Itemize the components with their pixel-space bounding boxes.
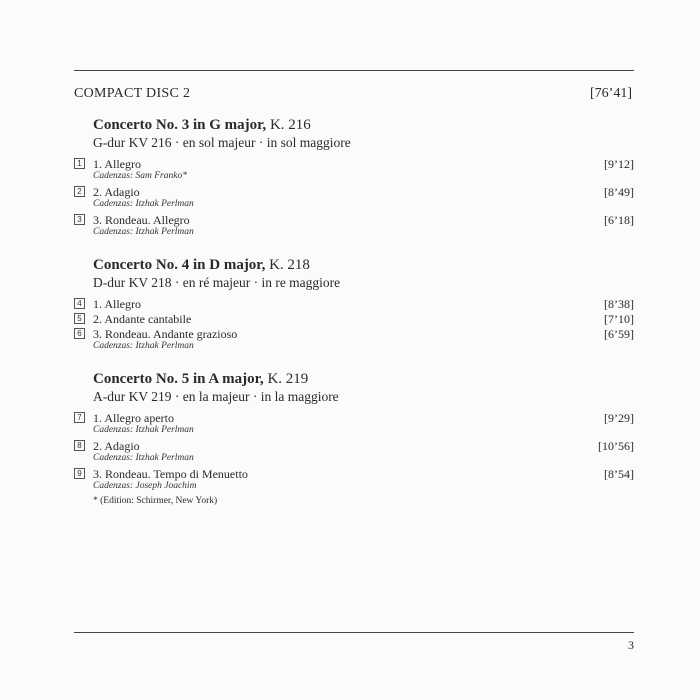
track-name: 1. Allegro xyxy=(93,297,141,311)
concerto-3 xyxy=(74,116,634,241)
bottom-divider xyxy=(74,632,634,633)
concerto-subtitle: A-dur KV 219 · en la majeur · in la maggiore xyxy=(93,389,339,404)
track-name: 1. Allegro xyxy=(93,157,141,171)
track-cadenza: Cadenzas: Itzhak Perlman xyxy=(93,227,194,237)
track-duration: [6’18] xyxy=(604,213,634,227)
track-number-box: 8 xyxy=(74,440,85,451)
track-duration: [9’12] xyxy=(604,157,634,171)
track-number-box: 1 xyxy=(74,158,85,169)
top-divider xyxy=(74,70,634,71)
track-number-box: 6 xyxy=(74,328,85,339)
track-cadenza: Cadenzas: Itzhak Perlman xyxy=(93,453,194,463)
concerto-subtitle: D-dur KV 218 · en ré majeur · in re maggiore xyxy=(93,275,341,290)
track-duration: [9’29] xyxy=(604,411,634,425)
page-number: 3 xyxy=(628,638,634,652)
track-4[interactable] xyxy=(74,297,634,312)
track-name: 3. Rondeau. Andante grazioso xyxy=(93,327,238,341)
disc-total-duration: [76’41] xyxy=(590,86,632,101)
track-duration: [10’56] xyxy=(598,439,634,453)
track-duration: [8’38] xyxy=(604,297,634,311)
disc-title: COMPACT DISC 2 xyxy=(74,86,191,101)
concerto-5 xyxy=(74,370,634,507)
concerto-title xyxy=(93,256,634,274)
track-5[interactable] xyxy=(74,312,634,327)
concerto-title-main: Concerto No. 4 in D major, xyxy=(93,257,266,273)
concerto-title-kv: K. 218 xyxy=(265,257,310,273)
track-name: 2. Andante cantabile xyxy=(93,312,192,326)
concerto-title-main: Concerto No. 3 in G major, xyxy=(93,117,267,133)
track-cadenza: Cadenzas: Sam Franko* xyxy=(93,171,187,181)
track-duration: [6’59] xyxy=(604,327,634,341)
track-number-box: 9 xyxy=(74,468,85,479)
track-number-box: 2 xyxy=(74,186,85,197)
track-cadenza: Cadenzas: Joseph Joachim xyxy=(93,481,197,491)
track-duration: [8’49] xyxy=(604,185,634,199)
track-cadenza: Cadenzas: Itzhak Perlman xyxy=(93,199,194,209)
track-cadenza: Cadenzas: Itzhak Perlman xyxy=(93,425,194,435)
track-number-box: 7 xyxy=(74,412,85,423)
track-duration: [8’54] xyxy=(604,467,634,481)
track-number-box: 3 xyxy=(74,214,85,225)
track-name: 3. Rondeau. Tempo di Menuetto xyxy=(93,467,248,481)
track-number-box: 4 xyxy=(74,298,85,309)
track-name: 3. Rondeau. Allegro xyxy=(93,213,190,227)
concerto-subtitle: G-dur KV 216 · en sol majeur · in sol maggiore xyxy=(93,135,351,150)
concerto-title-kv: K. 216 xyxy=(266,117,311,133)
track-name: 2. Adagio xyxy=(93,439,140,453)
concerto-title xyxy=(93,370,634,388)
concerto-title-main: Concerto No. 5 in A major, xyxy=(93,371,264,387)
concerto-4 xyxy=(74,256,634,355)
track-name: 1. Allegro aperto xyxy=(93,411,174,425)
track-number-box: 5 xyxy=(74,313,85,324)
track-duration: [7’10] xyxy=(604,312,634,326)
concerto-title-kv: K. 219 xyxy=(263,371,309,387)
track-name: 2. Adagio xyxy=(93,185,140,199)
concerto-title xyxy=(93,116,634,134)
edition-footnote: * (Edition: Schirmer, New York) xyxy=(93,496,218,506)
track-cadenza: Cadenzas: Itzhak Perlman xyxy=(93,341,194,351)
